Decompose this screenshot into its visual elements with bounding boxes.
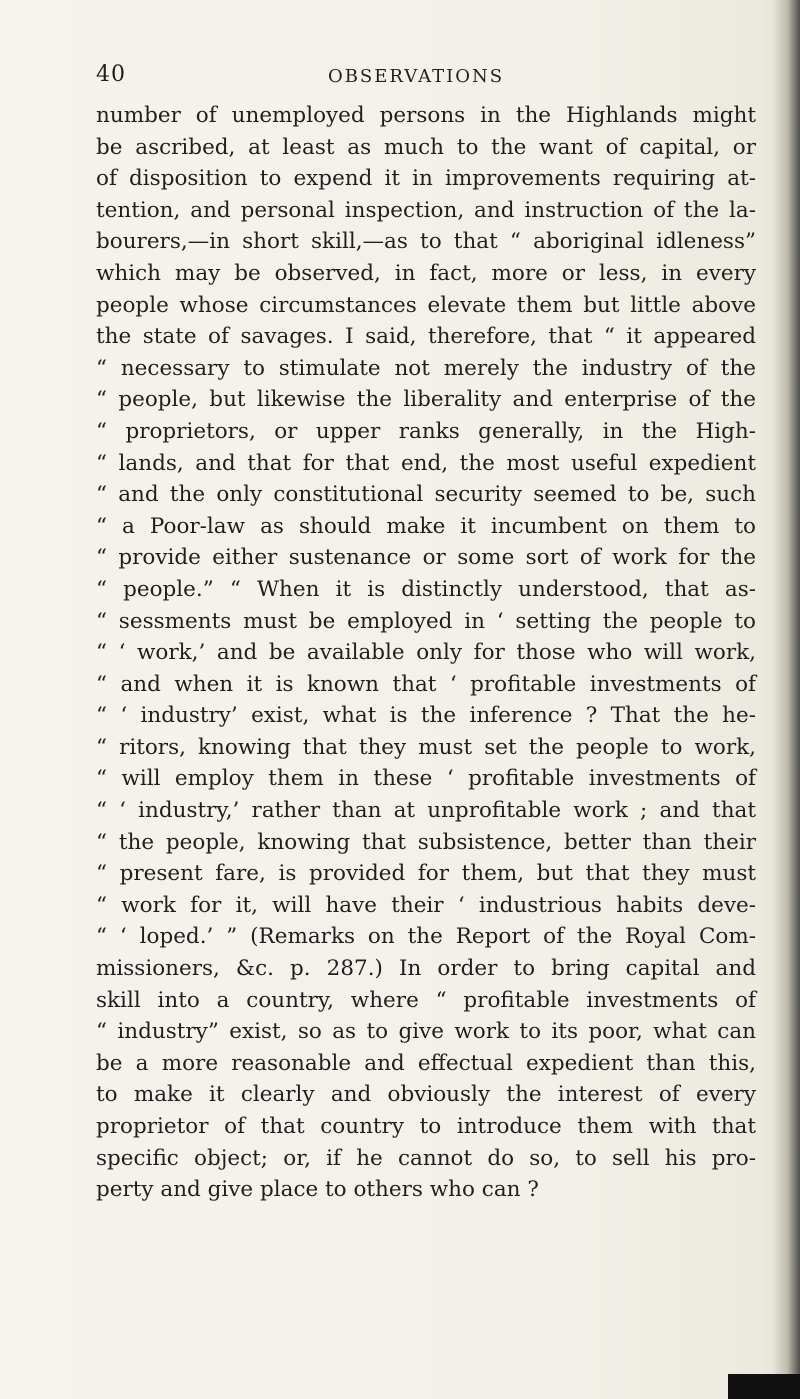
text-line: which may be observed, in fact, more or less, in every xyxy=(96,260,756,286)
text-line: bourers,—in short skill,—as to that “ aboriginal idleness” xyxy=(96,229,756,255)
text-line: “ people.” “ When it is distinctly understood, that as- xyxy=(96,576,756,602)
text-line: “ ‘ loped.’ ” (Remarks on the Report of the Royal Com- xyxy=(96,924,756,950)
text-line: number of unemployed persons in the Highlands might xyxy=(96,103,756,128)
text-line: “ ‘ industry’ exist, what is the inference ? That the he- xyxy=(96,703,756,729)
text-line: “ proprietors, or upper ranks generally, in the High- xyxy=(96,418,756,444)
text-line: “ lands, and that for that end, the most useful expedient xyxy=(96,450,756,476)
text-line: “ present fare, is provided for them, but that they must xyxy=(96,861,756,887)
text-line: people whose circumstances elevate them but little above xyxy=(96,292,756,318)
text-line: “ provide either sustenance or some sort of work for the xyxy=(96,545,756,571)
text-line: “ people, but likewise the liberality and enterprise of the xyxy=(96,387,756,413)
text-line: tention, and personal inspection, and instruction of the la- xyxy=(96,197,756,223)
text-line: “ ritors, knowing that they must set the people to work, xyxy=(96,734,756,760)
scan-edge-mark xyxy=(728,1374,800,1399)
text-line: proprietor of that country to introduce them with that xyxy=(96,1114,756,1139)
text-line: “ necessary to stimulate not merely the industry of the xyxy=(96,355,756,381)
text-line: “ ‘ work,’ and be available only for those who will work, xyxy=(96,640,756,666)
text-line: “ will employ them in these ‘ profitable investments of xyxy=(96,766,756,792)
text-line: skill into a country, where “ profitable investments of xyxy=(96,987,756,1013)
text-line: perty and give place to others who can ? xyxy=(96,1177,539,1203)
text-line: missioners, &c. p. 287.) In order to bring capital and xyxy=(96,956,756,982)
page-header xyxy=(96,62,736,90)
body-text xyxy=(96,100,756,1206)
text-line: specific object; or, if he cannot do so, to sell his pro- xyxy=(96,1145,756,1171)
page-number: 40 xyxy=(96,62,126,87)
text-line: “ sessments must be employed in ‘ setting the people to xyxy=(96,608,756,634)
page-edge-shadow xyxy=(772,0,800,1399)
text-line: of disposition to expend it in improvements requiring at- xyxy=(96,166,756,192)
text-line: “ ‘ industry,’ rather than at unprofitable work ; and that xyxy=(96,798,756,824)
text-line: “ and when it is known that ‘ profitable investments of xyxy=(96,671,756,697)
text-line: the state of savages. I said, therefore, that “ it appeared xyxy=(96,324,756,350)
text-line: to make it clearly and obviously the interest of every xyxy=(96,1082,756,1108)
running-title: OBSERVATIONS xyxy=(327,66,505,87)
text-line: “ a Poor-law as should make it incumbent on them to xyxy=(96,513,756,539)
text-line: “ work for it, will have their ‘ industrious habits deve- xyxy=(96,892,756,918)
text-line: “ industry” exist, so as to give work to its poor, what can xyxy=(96,1019,756,1045)
text-line: “ and the only constitutional security seemed to be, such xyxy=(96,482,756,508)
text-line: be a more reasonable and effectual expedient than this, xyxy=(96,1050,756,1076)
text-line: “ the people, knowing that subsistence, better than their xyxy=(96,829,756,855)
text-line: be ascribed, at least as much to the want of capital, or xyxy=(96,134,756,160)
